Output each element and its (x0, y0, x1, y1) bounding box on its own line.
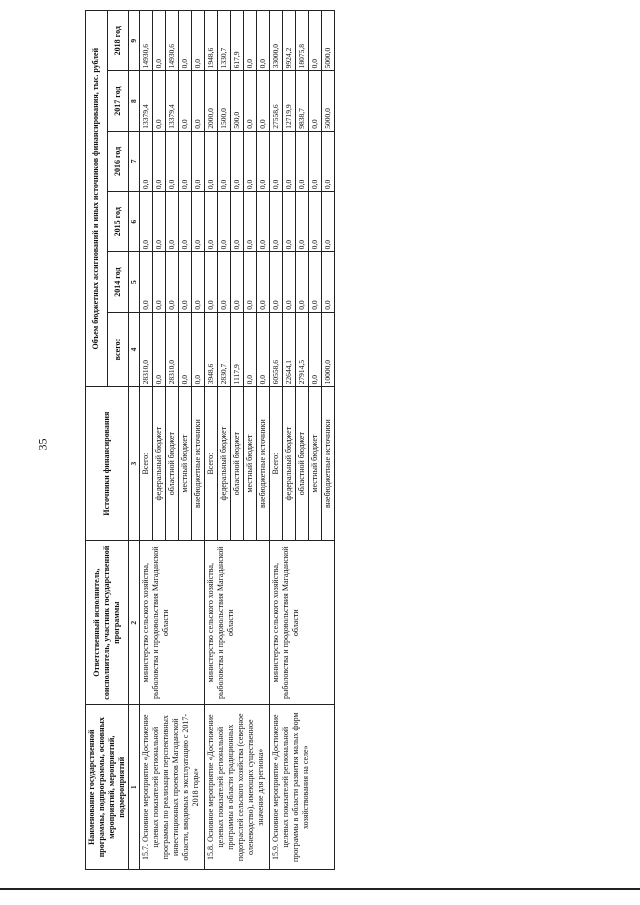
amount-cell: 0,0 (153, 192, 166, 252)
budget-table (85, 10, 335, 870)
amount-cell: 13379,4 (140, 71, 153, 131)
table-body (140, 11, 335, 870)
funding-source: Всего: (140, 387, 153, 541)
amount-cell: 5000,0 (322, 71, 335, 131)
amount-cell: 0,0 (244, 11, 257, 71)
amount-cell: 0,0 (309, 11, 322, 71)
funding-source: Всего: (205, 387, 218, 541)
amount-cell: 0,0 (296, 192, 309, 252)
funding-source: внебюджетные источники (192, 387, 205, 541)
amount-cell: 14930,6 (166, 11, 179, 71)
amount-cell: 0,0 (283, 252, 296, 312)
amount-cell: 0,0 (309, 192, 322, 252)
amount-cell: 0,0 (192, 11, 205, 71)
amount-cell: 0,0 (270, 192, 283, 252)
amount-cell: 0,0 (257, 71, 270, 131)
amount-cell: 0,0 (296, 131, 309, 191)
amount-cell: 0,0 (153, 11, 166, 71)
amount-cell: 0,0 (257, 11, 270, 71)
funding-source: внебюджетные источники (322, 387, 335, 541)
amount-cell: 0,0 (270, 131, 283, 191)
amount-cell: 0,0 (192, 192, 205, 252)
column-number: 8 (129, 71, 140, 131)
amount-cell: 0,0 (192, 71, 205, 131)
amount-cell: 0,0 (322, 252, 335, 312)
amount-cell: 0,0 (153, 252, 166, 312)
amount-cell: 27914,5 (296, 312, 309, 387)
amount-cell: 1948,6 (205, 11, 218, 71)
header-funding-group: Объем бюджетных ассигнований и иных источников финансирования, тыс. рублей (86, 11, 108, 387)
column-number: 3 (129, 387, 140, 541)
column-number: 2 (129, 540, 140, 705)
amount-cell: 60558,6 (270, 312, 283, 387)
amount-cell: 0,0 (309, 312, 322, 387)
funding-source: местный бюджет (179, 387, 192, 541)
amount-cell: 0,0 (257, 312, 270, 387)
amount-cell: 0,0 (218, 192, 231, 252)
header-2014: 2014 год (107, 252, 129, 312)
amount-cell: 500,0 (231, 71, 244, 131)
amount-cell: 9838,7 (296, 71, 309, 131)
amount-cell: 0,0 (140, 252, 153, 312)
amount-cell: 0,0 (166, 131, 179, 191)
amount-cell: 0,0 (218, 252, 231, 312)
amount-cell: 0,0 (192, 312, 205, 387)
amount-cell: 2000,0 (205, 71, 218, 131)
amount-cell: 0,0 (205, 192, 218, 252)
measure-name: 15.8. Основное мероприятие «Достижение целевых показателей региональной программы в области традиционных подотраслей сельского хозяйства (северное оленеводство), имеющих существенное значение для региона» (205, 705, 270, 870)
amount-cell: 0,0 (205, 131, 218, 191)
amount-cell: 0,0 (244, 71, 257, 131)
page-number: 35 (35, 438, 50, 451)
amount-cell: 0,0 (244, 252, 257, 312)
executor: министерство сельского хозяйства, рыболовства и продовольствия Магаданской области (140, 540, 205, 705)
amount-cell: 0,0 (153, 312, 166, 387)
amount-cell: 0,0 (244, 192, 257, 252)
amount-cell: 28310,0 (140, 312, 153, 387)
funding-source: внебюджетные источники (257, 387, 270, 541)
amount-cell: 0,0 (257, 252, 270, 312)
amount-cell: 13379,4 (166, 71, 179, 131)
column-number: 4 (129, 312, 140, 387)
amount-cell: 0,0 (179, 312, 192, 387)
amount-cell: 0,0 (296, 252, 309, 312)
funding-source: местный бюджет (309, 387, 322, 541)
column-number: 7 (129, 131, 140, 191)
measure-name: 15.9. Основное мероприятие «Достижение целевых показателей региональной программы в области развития малых форм хозяйствования на селе» (270, 705, 335, 870)
amount-cell: 28310,0 (166, 312, 179, 387)
header-2017: 2017 год (107, 71, 129, 131)
table-row (205, 11, 218, 870)
funding-source: областной бюджет (231, 387, 244, 541)
amount-cell: 1500,0 (218, 71, 231, 131)
table-row (140, 11, 153, 870)
amount-cell: 12719,9 (283, 71, 296, 131)
header-source: Источники финансирования (86, 387, 129, 541)
amount-cell: 0,0 (231, 192, 244, 252)
amount-cell: 0,0 (192, 131, 205, 191)
amount-cell: 0,0 (179, 11, 192, 71)
amount-cell: 0,0 (309, 71, 322, 131)
amount-cell: 0,0 (166, 192, 179, 252)
amount-cell: 33000,0 (270, 11, 283, 71)
amount-cell: 5000,0 (322, 11, 335, 71)
amount-cell: 0,0 (179, 192, 192, 252)
amount-cell: 0,0 (244, 131, 257, 191)
amount-cell: 0,0 (283, 192, 296, 252)
amount-cell: 0,0 (270, 252, 283, 312)
executor: министерство сельского хозяйства, рыболовства и продовольствия Магаданской области (270, 540, 335, 705)
amount-cell: 0,0 (140, 192, 153, 252)
amount-cell: 0,0 (309, 131, 322, 191)
amount-cell: 2830,7 (218, 312, 231, 387)
amount-cell: 0,0 (205, 252, 218, 312)
footer-line (0, 888, 640, 890)
header-2018: 2018 год (107, 11, 129, 71)
header-total: всего: (107, 312, 129, 387)
amount-cell: 10000,0 (322, 312, 335, 387)
amount-cell: 0,0 (179, 71, 192, 131)
header-executor: Ответственный исполнитель, соисполнитель, участник государственной программы (86, 540, 129, 705)
amount-cell: 0,0 (153, 131, 166, 191)
amount-cell: 0,0 (179, 131, 192, 191)
amount-cell: 18075,8 (296, 11, 309, 71)
amount-cell: 0,0 (322, 192, 335, 252)
amount-cell: 14930,6 (140, 11, 153, 71)
column-number: 9 (129, 11, 140, 71)
funding-source: федеральный бюджет (218, 387, 231, 541)
amount-cell: 22644,1 (283, 312, 296, 387)
amount-cell: 9924,2 (283, 11, 296, 71)
amount-cell: 0,0 (179, 252, 192, 312)
funding-source: местный бюджет (244, 387, 257, 541)
amount-cell: 1330,7 (218, 11, 231, 71)
funding-source: федеральный бюджет (283, 387, 296, 541)
budget-table-container (85, 10, 555, 870)
column-number: 1 (129, 705, 140, 870)
funding-source: федеральный бюджет (153, 387, 166, 541)
funding-source: областной бюджет (166, 387, 179, 541)
amount-cell: 0,0 (257, 192, 270, 252)
amount-cell: 27558,6 (270, 71, 283, 131)
column-number: 6 (129, 192, 140, 252)
table-row (270, 11, 283, 870)
executor: министерство сельского хозяйства, рыболовства и продовольствия Магаданской области (205, 540, 270, 705)
amount-cell: 0,0 (231, 131, 244, 191)
amount-cell: 0,0 (283, 131, 296, 191)
amount-cell: 0,0 (309, 252, 322, 312)
header-2016: 2016 год (107, 131, 129, 191)
amount-cell: 1117,9 (231, 312, 244, 387)
amount-cell: 0,0 (218, 131, 231, 191)
amount-cell: 0,0 (140, 131, 153, 191)
column-number: 5 (129, 252, 140, 312)
funding-source: Всего: (270, 387, 283, 541)
amount-cell: 3948,6 (205, 312, 218, 387)
measure-name: 15.7. Основное мероприятие «Достижение целевых показателей региональной программы по реализации перспективных инвестиционных проектов Магаданской области, вводимых в эксплуатацию с 2017-2018 годы» (140, 705, 205, 870)
amount-cell: 0,0 (257, 131, 270, 191)
column-number-row (129, 11, 140, 870)
amount-cell: 0,0 (166, 252, 179, 312)
funding-source: областной бюджет (296, 387, 309, 541)
header-2015: 2015 год (107, 192, 129, 252)
amount-cell: 0,0 (153, 71, 166, 131)
amount-cell: 617,9 (231, 11, 244, 71)
amount-cell: 0,0 (244, 312, 257, 387)
amount-cell: 0,0 (231, 252, 244, 312)
header-name: Наименование государственной программы, подпрограммы, основных мероприятий, мероприятий, подмероприятий (86, 705, 129, 870)
amount-cell: 0,0 (192, 252, 205, 312)
header-row-1 (86, 11, 108, 870)
amount-cell: 0,0 (322, 131, 335, 191)
